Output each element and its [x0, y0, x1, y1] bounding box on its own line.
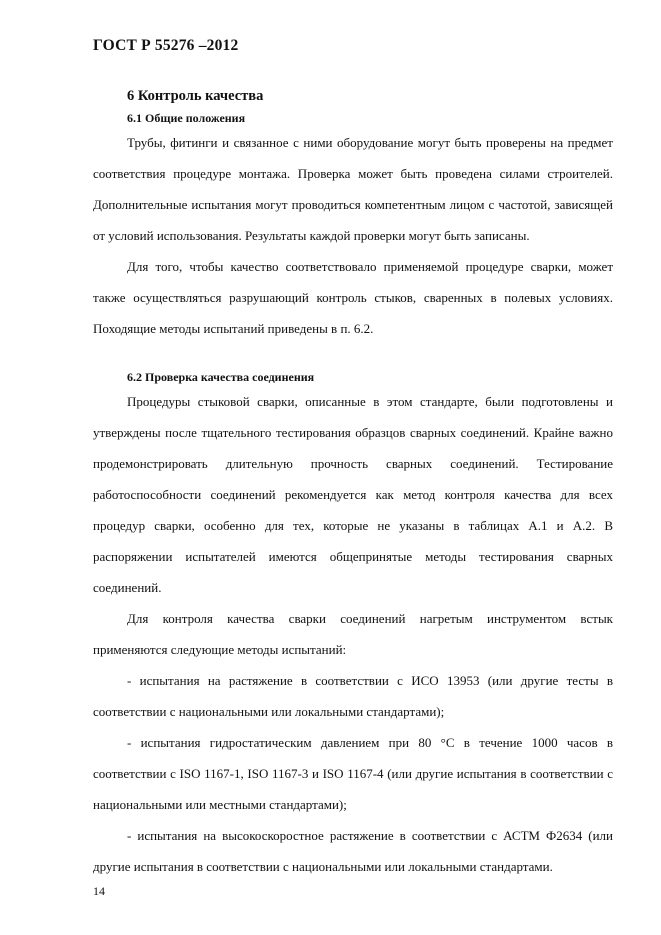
- paragraph: Для контроля качества сварки соединений нагретым инструментом встык применяются следующие методы испытаний:: [93, 611, 613, 657]
- document-header: ГОСТ Р 55276 –2012: [93, 37, 239, 54]
- list-item: - испытания гидростатическим давлением при 80 °С в течение 1000 часов в соответствии с ISO 1167-1, ISO 1167-3 и ISO 1167-4 (или другие испытания в соответствии с национальными или местными стандартами);: [93, 735, 613, 812]
- list-item: - испытания на растяжение в соответствии с ИСО 13953 (или другие тесты в соответствии с национальными или локальными стандартами);: [93, 673, 613, 719]
- paragraph: Процедуры стыковой сварки, описанные в этом стандарте, были подготовлены и утверждены после тщательного тестирования образцов сварных соединений. Крайне важно продемонстрировать длительную прочность сварных соединений. Тестирование работоспособности соединений рекомендуется как метод контроля качества для всех процедур сварки, особенно для тех, которые не указаны в таблицах А.1 и А.2. В распоряжении испытателей имеются общепринятые методы тестирования сварных соединений.: [93, 394, 613, 595]
- list-item: - испытания на высокоскоростное растяжение в соответствии с АСТМ Ф2634 (или другие испытания в соответствии с национальными или локальными стандартами.: [93, 828, 613, 874]
- section-6-heading: 6 Контроль качества: [127, 88, 264, 104]
- page-content: [93, 86, 613, 882]
- section-6-2-heading: 6.2 Проверка качества соединения: [127, 370, 315, 384]
- paragraph: Для того, чтобы качество соответствовало применяемой процедуре сварки, может также осуществляться разрушающий контроль стыков, сваренных в полевых условиях. Походящие методы испытаний приведены в п. 6.2.: [93, 259, 613, 336]
- section-6-1-heading: 6.1 Общие положения: [127, 111, 246, 125]
- paragraph: Трубы, фитинги и связанное с ними оборудование могут быть проверены на предмет соответствия процедуре монтажа. Проверка может быть проведена силами строителей. Дополнительные испытания могут проводиться компетентным лицом с частотой, зависящей от условий использования. Результаты каждой проверки могут быть записаны.: [93, 135, 613, 243]
- page-number: 14: [93, 884, 105, 898]
